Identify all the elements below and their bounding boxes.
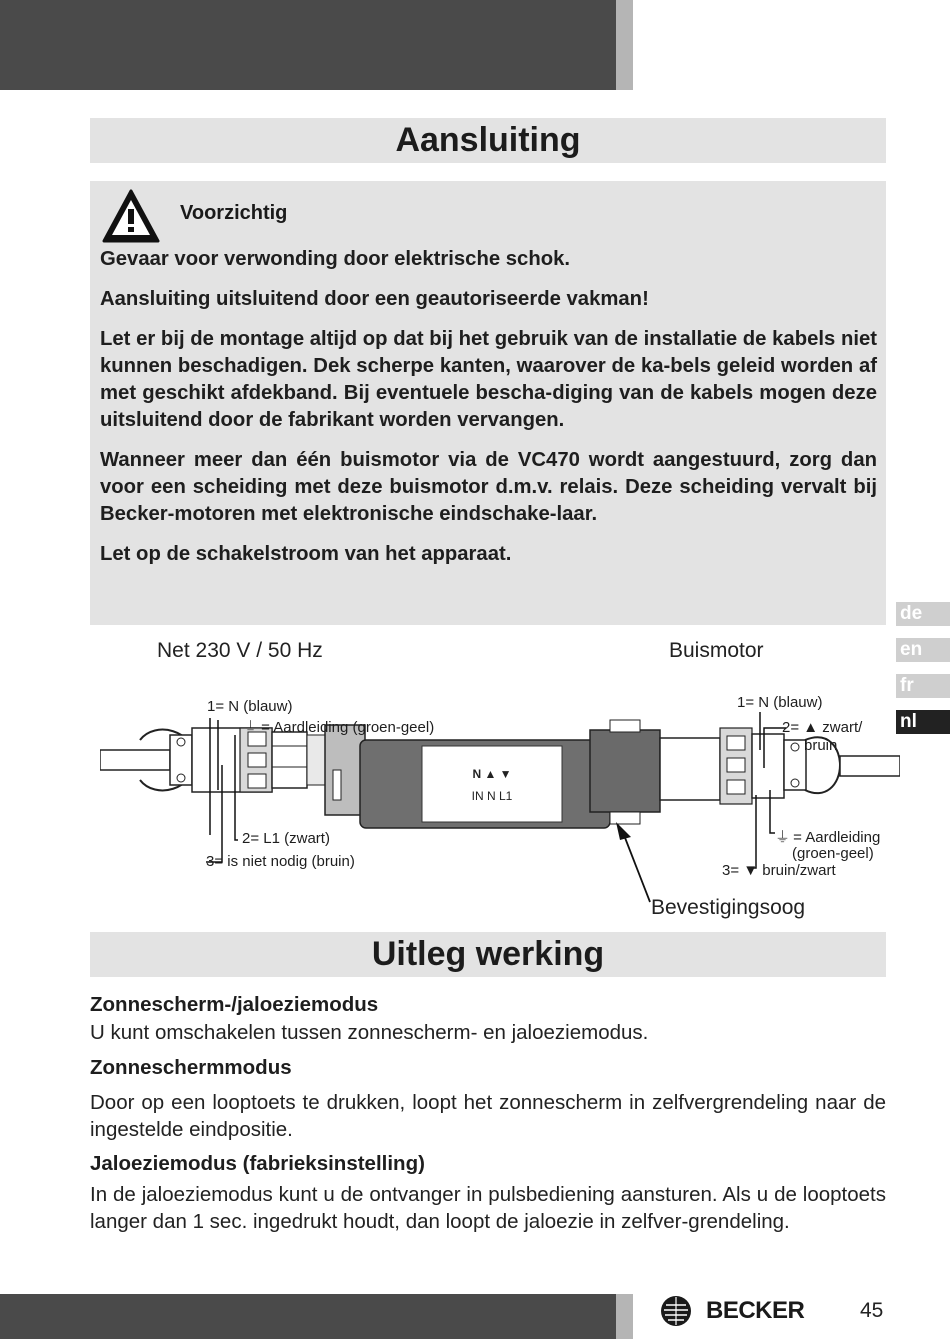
left-cable [100,750,170,770]
left-wire-3-label: 3= is niet nodig (bruin) [206,853,355,870]
left-earth-text: = Aardleiding (groen-geel) [261,719,435,736]
warning-box [90,181,886,625]
right-wire-2-color: bruin [804,737,838,754]
receiver-label-n: N ▲ ▼ [472,767,512,781]
receiver-label-plate [422,746,562,822]
language-tab-de[interactable]: de [896,602,950,626]
warning-paragraph: Gevaar voor verwonding door elektrische schok. [100,248,571,270]
receiver-label-in: IN N L1 [471,789,513,803]
tube-motor-label: Buismotor [669,639,764,662]
earth-icon: ⏚ [775,829,791,846]
page-number: 45 [860,1299,884,1322]
footer-bar-edge [616,1294,633,1339]
warning-triangle-icon [100,187,162,245]
left-earth-label [243,716,434,737]
left-terminal-block [192,728,325,792]
right-clamp [590,730,660,812]
section-title-operation: Uitleg werking [90,932,886,977]
language-tab-en[interactable]: en [896,638,950,662]
mounting-eyelet [610,812,640,824]
mode-heading: Zonnescherm-/jaloeziemodus [90,993,379,1016]
right-wire-n-label: 1= N (blauw) [737,694,823,711]
right-earth-text: = Aardleiding [793,829,881,846]
right-cable [840,756,900,776]
right-terminal-block [660,728,784,804]
blind-mode-heading: Jaloeziemodus (fabrieksinstelling) [90,1152,425,1175]
language-tab-fr[interactable]: fr [896,674,950,698]
warning-paragraph: Wanneer meer dan één buismotor via de VC470 wordt aangestuurd, zorg dan voor een scheiding met deze buismotor d.m.v. relais. Deze scheiding vervalt bij Becker-motoren met elektronische eindschake-laar. [100,449,877,525]
section-title-connection: Aansluiting [90,118,886,163]
right-wire-3-label: 3= ▼ bruin/zwart [722,862,836,879]
awning-mode-heading: Zonneschermmodus [90,1056,292,1079]
language-tab-nl[interactable]: nl [896,710,950,734]
right-earth-color: (groen-geel) [792,845,874,862]
left-wire-n-label: 1= N (blauw) [207,698,293,715]
right-wire-2-label: 2= ▲ zwart/ [782,719,863,736]
header-bar-edge [616,0,633,90]
brand-name: BECKER [706,1297,805,1324]
operation-block [90,991,886,1235]
warning-paragraph: Aansluiting uitsluitend door een geautoriseerde vakman! [100,288,649,310]
header-bar [0,0,616,90]
left-wire-l1-label: 2= L1 (zwart) [242,830,330,847]
mode-text: U kunt omschakelen tussen zonnescherm- en jaloeziemodus. [90,1021,649,1044]
blind-mode-text: In de jaloeziemodus kunt u de ontvanger in pulsbediening aansturen. Als u de looptoets langer dan 1 sec. ingedrukt houdt, dan loopt de jaloezie in zelfver-grendeling. [90,1183,886,1233]
mains-label: Net 230 V / 50 Hz [157,639,323,662]
warning-title: Voorzichtig [180,201,288,224]
right-earth-label [775,826,880,847]
warning-paragraph: Let op de schakelstroom van het apparaat. [100,543,512,565]
awning-mode-text: Door op een looptoets te drukken, loopt het zonnescherm in zelfvergrendeling naar de ingestelde eindpositie. [90,1091,886,1141]
left-clamp [325,725,365,815]
earth-icon: ⏚ [243,719,259,736]
footer-bar [0,1294,616,1339]
becker-logo [660,1294,804,1328]
language-tabs [896,602,950,746]
eyelet-label: Bevestigingsoog [651,896,806,919]
warning-paragraph: Let er bij de montage altijd op dat bij het gebruik van de installatie de kabels niet kunnen beschadigen. Dek scherpe kanten, waarover de ka-bels geleid worden af met geschikt afdekband. Bij eventuele bescha-diging van de kabels mogen deze uitsluitend door de fabrikant worden vervangen. [100,328,877,431]
becker-logo-icon [660,1295,692,1327]
